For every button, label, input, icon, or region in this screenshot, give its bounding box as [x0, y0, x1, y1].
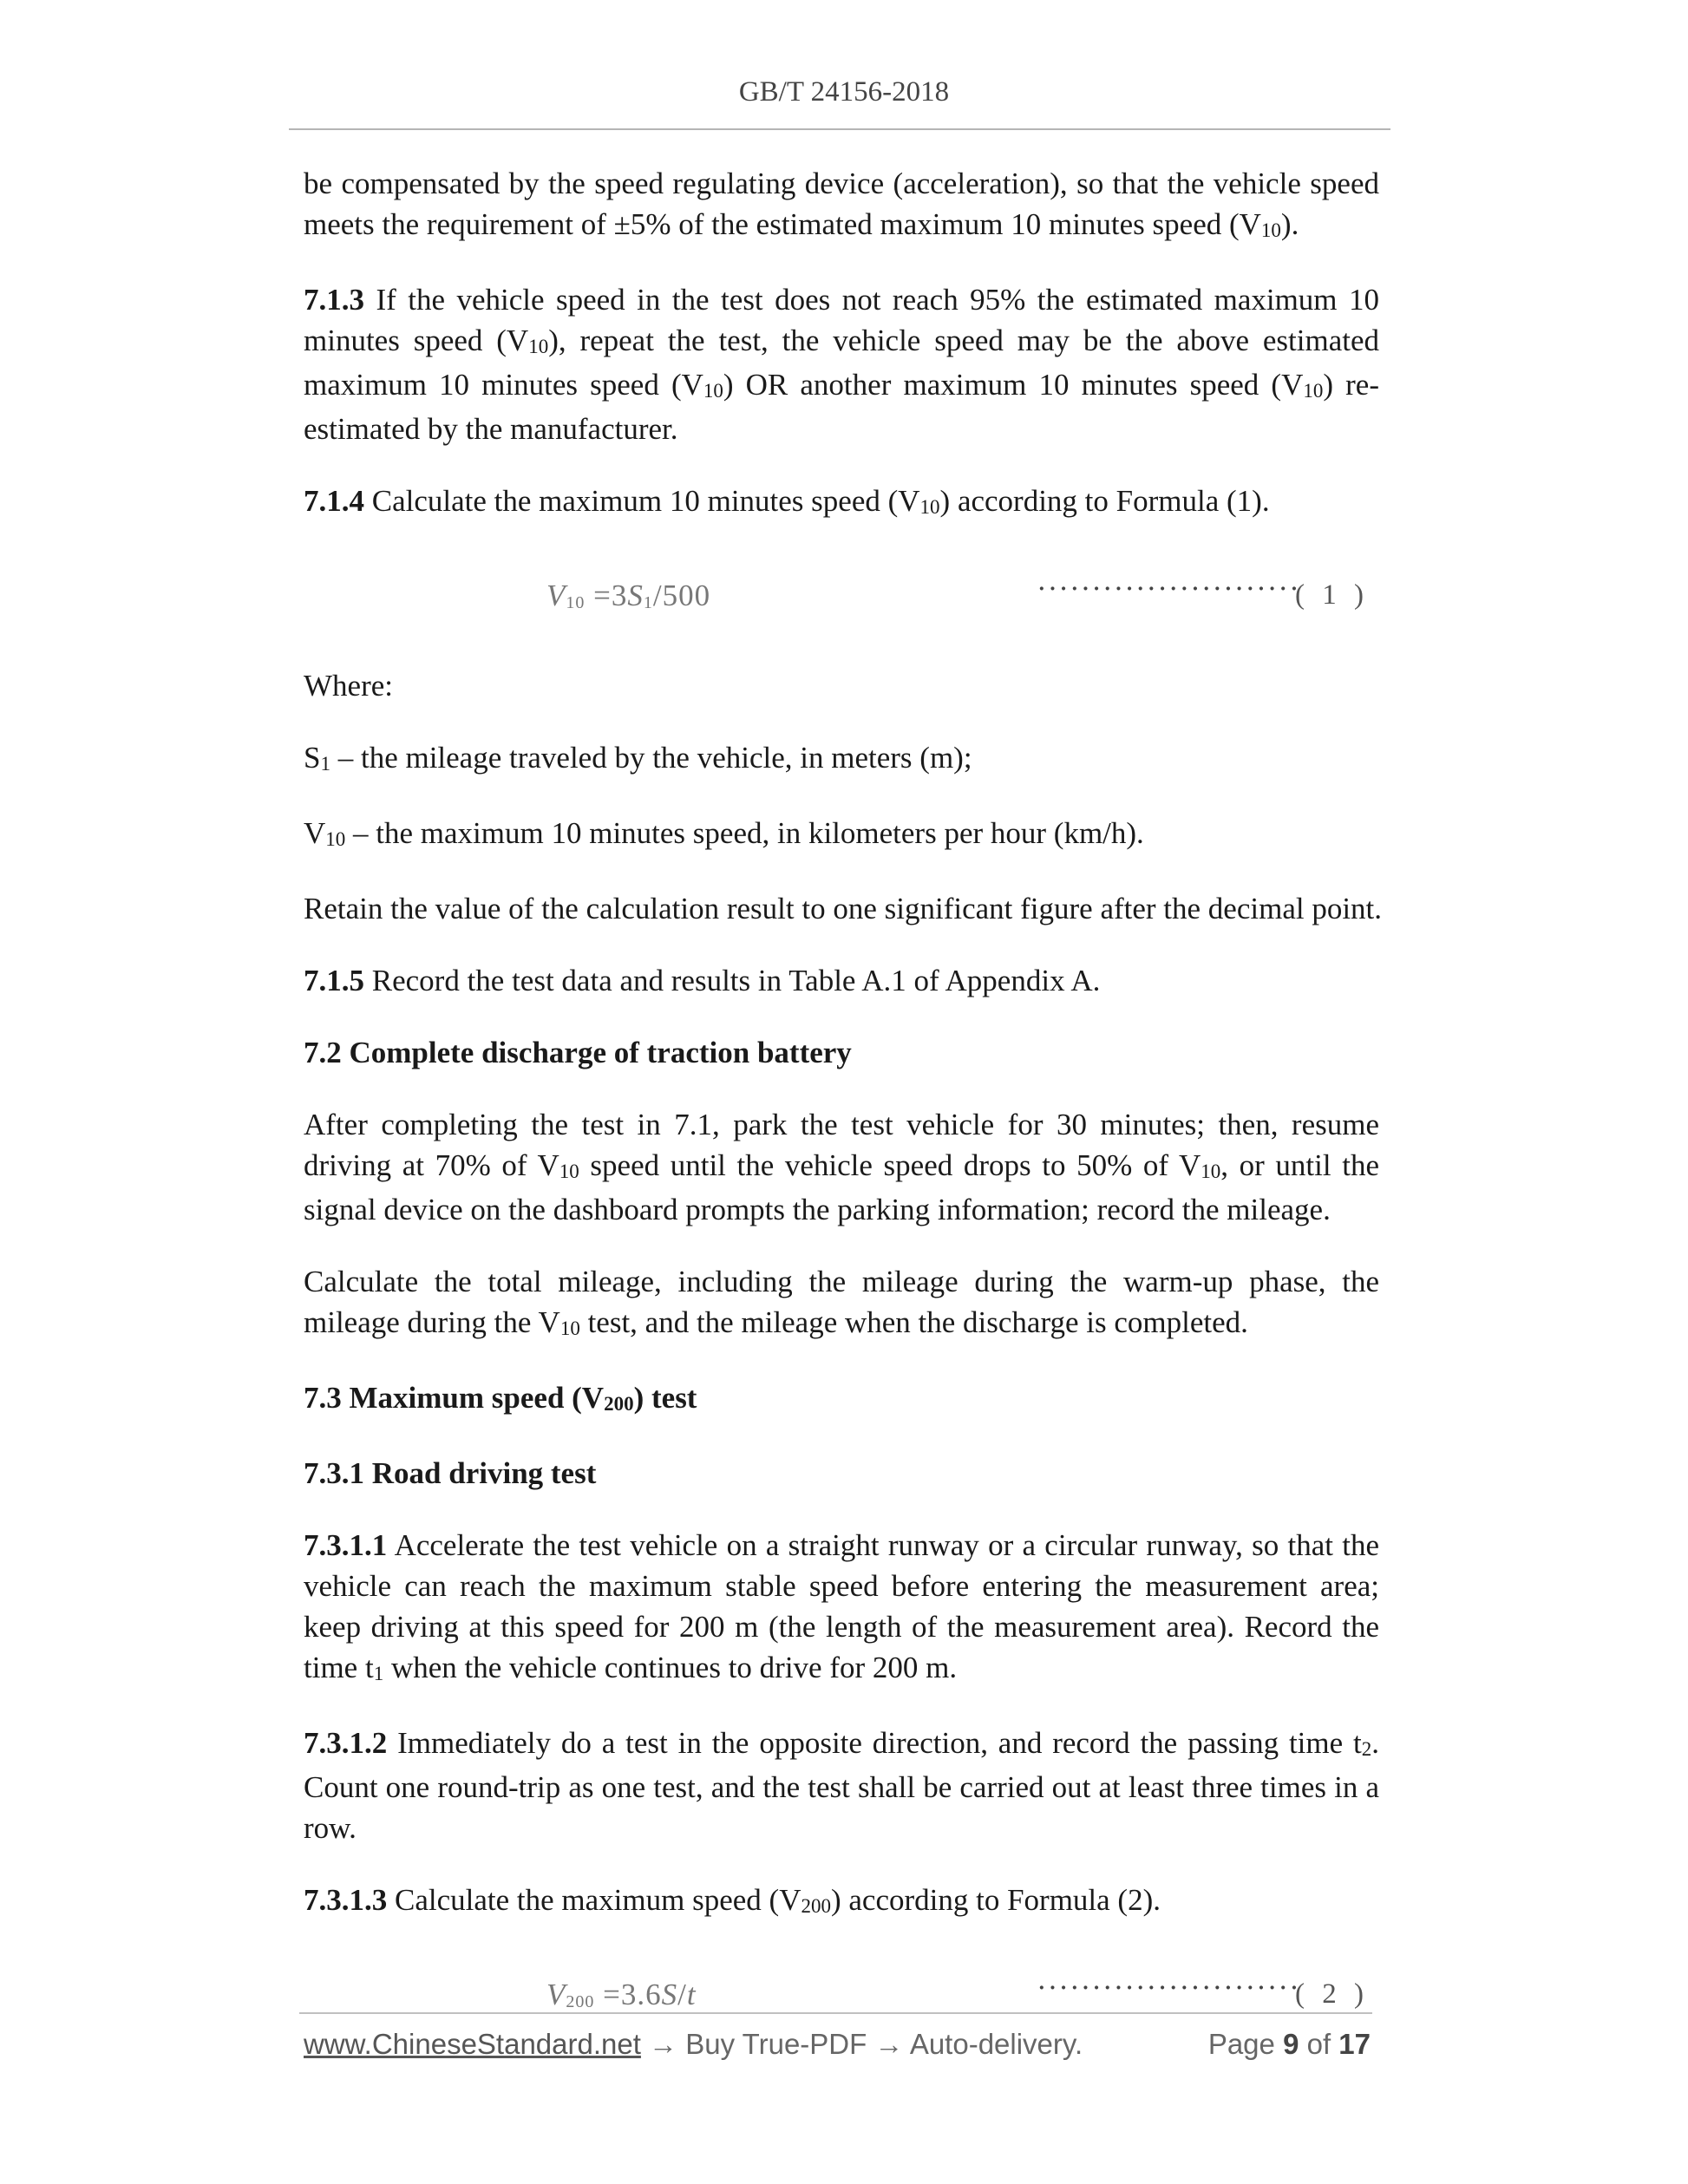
page-content: [304, 163, 1383, 2033]
total-pages: 17: [1338, 2028, 1371, 2060]
footer-promo: [304, 2028, 1083, 2061]
clause-7-1-5: 7.1.5 Record the test data and results in Table A.1 of Appendix A.: [304, 964, 1101, 997]
heading-7-2: 7.2 Complete discharge of traction battery: [304, 1036, 852, 1069]
clause-number: 7.1.3: [304, 283, 364, 317]
formula-1-expression: $V_{10} =3S_1/500$: [546, 579, 711, 612]
clause-7-1-3: 7.1.3 If the vehicle speed in the test does not reach 95% the estimated maximum 10 minutes speed $(V_{10})$, repeat the test, the vehicle speed may be the above estimated maximum 10 minutes speed $(V_{10})$ OR another maximum 10 minutes speed $(V_{10})$ re-estimated by the manufacturer.: [304, 283, 1379, 446]
clause-7-3-1-1: 7.3.1.1 Accelerate the test vehicle on a straight runway or a circular runway, so that the vehicle can reach the maximum stable speed before entering the measurement area; keep driving at this speed for 200 m (the length of the measurement area). Record the time $t_1$ when the vehicle continues to drive for 200 m.: [304, 1528, 1379, 1684]
clause-7-3-1-2: 7.3.1.2 Immediately do a test in the opposite direction, and record the passing time $t_2$. Count one round-trip as one test, and the test shall be carried out at least three times in a row.: [304, 1726, 1379, 1845]
rounding-note: Retain the value of the calculation result to one significant figure after the decimal point.: [304, 892, 1383, 925]
heading-7-3-1: 7.3.1 Road driving test: [304, 1456, 597, 1490]
paragraph-continued: be compensated by the speed regulating device (acceleration), so that the vehicle speed meets the requirement of ±5% of the estimated maximum 10 minutes speed $(V_{10})$.: [304, 167, 1379, 241]
clause-number: 7.1.4: [304, 484, 364, 518]
paragraph-7-2-b: Calculate the total mileage, including the mileage during the warm-up phase, the mileage during the $V_{10}$ test, and the mileage when the discharge is completed.: [304, 1265, 1379, 1339]
site-link[interactable]: www.ChineseStandard.net: [304, 2028, 641, 2060]
page-footer: [304, 2028, 1371, 2071]
header-divider: [289, 128, 1390, 130]
formula-2: [304, 1955, 1379, 2033]
heading-7-3: 7.3 Maximum speed $(V_{200})$ test: [304, 1381, 697, 1415]
clause-number: 7.3.1.1: [304, 1528, 388, 1562]
clause-7-3-1-3: 7.3.1.3 Calculate the maximum speed $(V_{200})$ according to Formula (2).: [304, 1883, 1161, 1917]
document-id: GB/T 24156-2018: [738, 76, 950, 108]
current-page: 9: [1283, 2028, 1299, 2060]
definition-s1: $S_1$ – the mileage traveled by the vehicle, in meters (m);: [304, 741, 972, 775]
formula-2-number: ( 2 ): [1295, 1978, 1369, 2010]
formula-2-expression: $V_{200} =3.6S/t$: [546, 1978, 697, 2011]
page-number: Page 9 of 17: [1207, 2028, 1371, 2060]
paragraph-7-2-a: After completing the test in 7.1, park the test vehicle for 30 minutes; then, resume driving at 70% of $V_{10}$ speed until the vehicle speed drops to 50% of $V_{10}$, or until the signal device on the dashboard prompts the parking information; record the mileage.: [304, 1108, 1379, 1226]
definition-v10: $V_{10}$ – the maximum 10 minutes speed, in kilometers per hour (km/h).: [304, 816, 1144, 850]
where-label: Where:: [304, 669, 393, 703]
formula-1-number: ( 1 ): [1295, 579, 1369, 611]
clause-number: 7.1.5: [304, 964, 364, 997]
promo-text: → Buy True-PDF → Auto-delivery.: [640, 2028, 1083, 2060]
footer-divider: [299, 2012, 1372, 2014]
clause-number: 7.3.1.3: [304, 1883, 388, 1917]
formula-2-leader-dots: ························: [1037, 1971, 1300, 2004]
clause-number: 7.3.1.2: [304, 1726, 388, 1760]
formula-1: [304, 556, 1379, 634]
formula-1-leader-dots: ························: [1037, 572, 1300, 605]
page-header: [0, 76, 1688, 108]
clause-7-1-4: 7.1.4 Calculate the maximum 10 minutes speed $(V_{10})$ according to Formula (1).: [304, 484, 1270, 518]
